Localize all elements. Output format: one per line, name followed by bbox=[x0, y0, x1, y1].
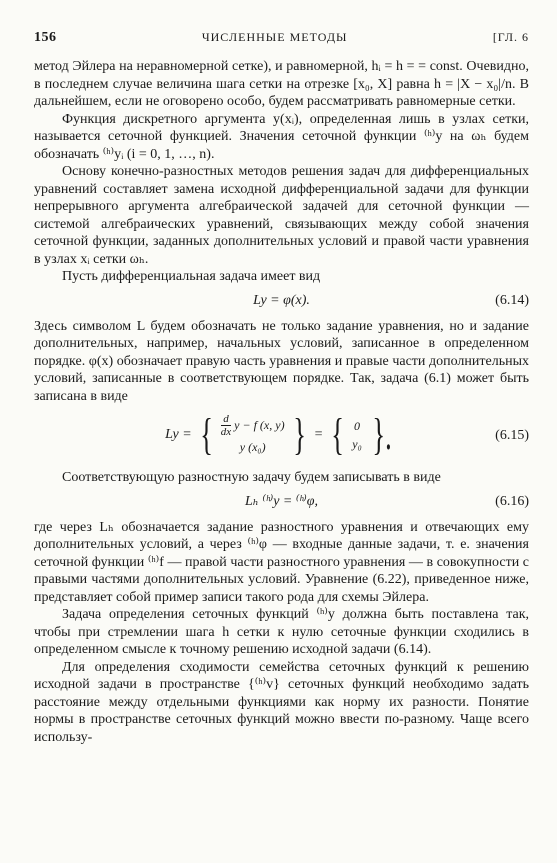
left-brace-icon: { bbox=[331, 410, 345, 459]
derivative-fraction: $\frac{d}{dx}$ bbox=[220, 413, 232, 438]
rhs-row-1: 0 bbox=[354, 419, 361, 433]
rhs-row-2: y₀ bbox=[352, 437, 362, 451]
right-brace-icon: } bbox=[292, 410, 306, 459]
running-title: ЧИСЛЕННЫЕ МЕТОДЫ bbox=[201, 30, 348, 44]
page-number: 156 bbox=[34, 30, 57, 45]
paragraph-6: Соответствующую разностную задачу будем записывать в виде bbox=[62, 470, 441, 485]
equation-number: (6.16) bbox=[495, 493, 529, 509]
equation-row-2: y (x₀) bbox=[239, 440, 266, 454]
paragraph-4: Пусть дифференциальная задача имеет вид bbox=[62, 269, 321, 284]
equation-lhs: Ly = bbox=[165, 427, 192, 443]
left-brace-icon: { bbox=[199, 410, 213, 459]
equation-expression: Lₕ ⁽ʰ⁾y = ⁽ʰ⁾φ, bbox=[245, 493, 318, 509]
equation-number: (6.14) bbox=[495, 292, 529, 308]
equation-row-1: y − f (x, y) bbox=[234, 417, 285, 432]
equation-6-15 bbox=[34, 407, 529, 467]
equation-number: (6.15) bbox=[495, 428, 529, 443]
page-body bbox=[34, 58, 529, 746]
paragraph-5: Здесь символом L будем обозначать не только задание уравнения, но и задание дополнительных, например, начальных условий, записанное в определенном порядке. φ(x) обозначает правую часть уравнения и правые части дополнительных условий, записанные в соответствующем порядке. Так, задача (6.1) может быть записана в виде bbox=[34, 318, 529, 404]
paragraph-8: Задача определения сеточных функций ⁽ʰ⁾y должна быть поставлена так, чтобы при стремлении шага h сетки к нулю сеточные функции сходились в определенном смысле к точному решению исходной задачи (6.14). bbox=[34, 607, 529, 657]
equation-system bbox=[165, 410, 398, 459]
equals-sign: = bbox=[313, 427, 324, 443]
equation-6-14 bbox=[34, 288, 529, 316]
paragraph-2: Функция дискретного аргумента y(xᵢ), определенная лишь в узлах сетки, называется сеточной функцией. Значения сеточной функции ⁽ʰ⁾y на ωₕ будем обозначать ⁽ʰ⁾yᵢ (i = 0, 1, …, n). bbox=[34, 111, 529, 162]
page-header bbox=[34, 30, 529, 52]
paragraph-9: Для определения сходимости семейства сеточных функций к решению исходной задачи в пространстве {⁽ʰ⁾v} сеточных функций необходимо задать расстояние между отдельными функциями как норму их разности. Понятие нормы в пространстве сеточных функций можно ввести по-разному. Чаще всего использу- bbox=[34, 659, 529, 745]
paragraph-7: где через Lₕ обозначается задание разностного уравнения и отвечающих ему дополнительных условий, а через ⁽ʰ⁾φ — входные данные задачи, т. е. значения сеточной функции ⁽ʰ⁾f — правой части разностного уравнения — в совокупности с правыми частями дополнительных условий. Уравнение (6.22), приведенное ниже, представляет собой пример записи такого рода для схемы Эйлера. bbox=[34, 519, 529, 605]
equation-6-16 bbox=[34, 489, 529, 517]
equation-expression: Ly = φ(x). bbox=[253, 292, 310, 308]
paragraph-1: метод Эйлера на неравномерной сетке), и равномерной, hᵢ = h = = const. Очевидно, в последнем случае величина шага сетки на отрезке [x₀, X] равна h = |X − x₀|/n. В дальнейшем, если не оговорено особо, будем рассматривать равномерные сетки. bbox=[34, 59, 529, 109]
right-brace-icon: }. bbox=[372, 410, 392, 459]
paragraph-3: Основу конечно-разностных методов решения задач для дифференциальных уравнений составляет замена исходной дифференциальной задачи для функции непрерывного аргумента алгебраической задачей для сеточной функции — системой алгебраических уравнений, связывающих между собой значения сеточной функции, заданных дополнительных условий и правой части уравнения в узлах xᵢ сетки ωₕ. bbox=[34, 164, 529, 267]
chapter-label: [ГЛ. 6 bbox=[492, 30, 529, 44]
